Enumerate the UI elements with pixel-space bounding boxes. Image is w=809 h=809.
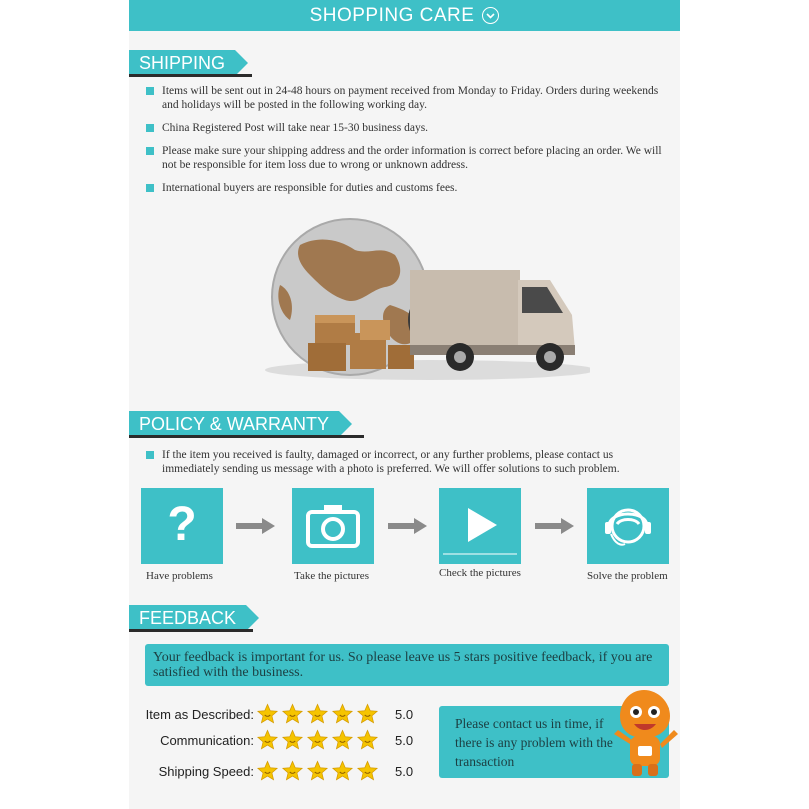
step-label: Check the pictures [439,567,521,579]
mascot-icon [608,686,680,778]
star-icon [331,760,354,782]
shipping-list [146,84,668,204]
heading-tail [246,605,259,631]
question-icon [141,488,223,564]
policy-heading-label: POLICY & WARRANTY [129,411,339,437]
step-label: Have problems [146,570,213,582]
heading-tail [339,411,352,437]
feedback-underline [129,629,253,632]
play-icon [439,488,521,564]
rating-name: Item as Described: [145,706,254,722]
truck-icon [410,270,575,371]
list-item: China Registered Post will take near 15-30 business days. [146,121,668,135]
policy-heading [129,411,352,437]
step-check-pictures [439,488,521,564]
rating-name: Communication: [160,732,254,748]
star-icon [256,703,279,725]
star-icon [256,760,279,782]
star-icon [331,703,354,725]
rating-row [140,703,413,725]
star-icon [281,760,304,782]
rating-row [140,729,413,751]
shipping-heading [129,50,257,76]
star-icon [356,760,379,782]
step-label: Take the pictures [294,570,369,582]
list-item: If the item you received is faulty, damaged or incorrect, or any further problems, please contact us immediately sending us message with a photo is preferred. We will offer solutions to such problem. [146,448,668,476]
feedback-heading-label: FEEDBACK [129,605,246,631]
star-group [256,729,381,751]
heading-tail [235,50,248,76]
feedback-message: Your feedback is important for us. So please leave us 5 stars positive feedback, if you are satisfied with the business. [145,644,669,686]
step-label: Solve the problem [587,570,668,582]
list-item: Please make sure your shipping address and the order information is correct before placing an order. We will not be responsible for item loss due to wrong or unknown address. [146,144,668,172]
rating-score: 5.0 [395,763,414,779]
step-have-problems [141,488,223,564]
shipping-illustration [260,215,590,385]
rating-row [140,760,413,782]
star-icon [356,703,379,725]
policy-list [146,448,668,485]
star-icon [281,703,304,725]
list-item: Items will be sent out in 24-48 hours on payment received from Monday to Friday. Orders during weekends and holidays will be posted in the following working day. [146,84,668,112]
star-group [256,703,381,725]
chevron-down-icon[interactable] [482,7,499,24]
camera-icon [292,488,374,564]
step-solve-problem [587,488,669,564]
svg-text:?: ? [167,498,197,551]
contact-text: Please contact us in time, if there is any problem with the transaction [455,716,613,769]
arrow-right-icon [535,517,575,535]
star-icon [306,760,329,782]
banner-title: SHOPPING CARE [309,4,475,26]
top-banner [129,0,680,31]
policy-underline [129,435,364,438]
headset-support-icon [587,488,669,564]
rating-score: 5.0 [395,732,414,748]
star-icon [306,703,329,725]
shipping-underline [129,74,252,77]
star-group [256,760,381,782]
step-take-pictures [292,488,374,564]
rating-name: Shipping Speed: [158,763,254,779]
rating-score: 5.0 [395,706,414,722]
star-icon [331,729,354,751]
arrow-right-icon [388,517,428,535]
star-icon [256,729,279,751]
list-item: International buyers are responsible for duties and customs fees. [146,181,668,195]
arrow-right-icon [236,517,276,535]
star-icon [356,729,379,751]
star-icon [306,729,329,751]
feedback-heading [129,605,259,631]
shipping-heading-label: SHIPPING [129,50,235,76]
star-icon [281,729,304,751]
